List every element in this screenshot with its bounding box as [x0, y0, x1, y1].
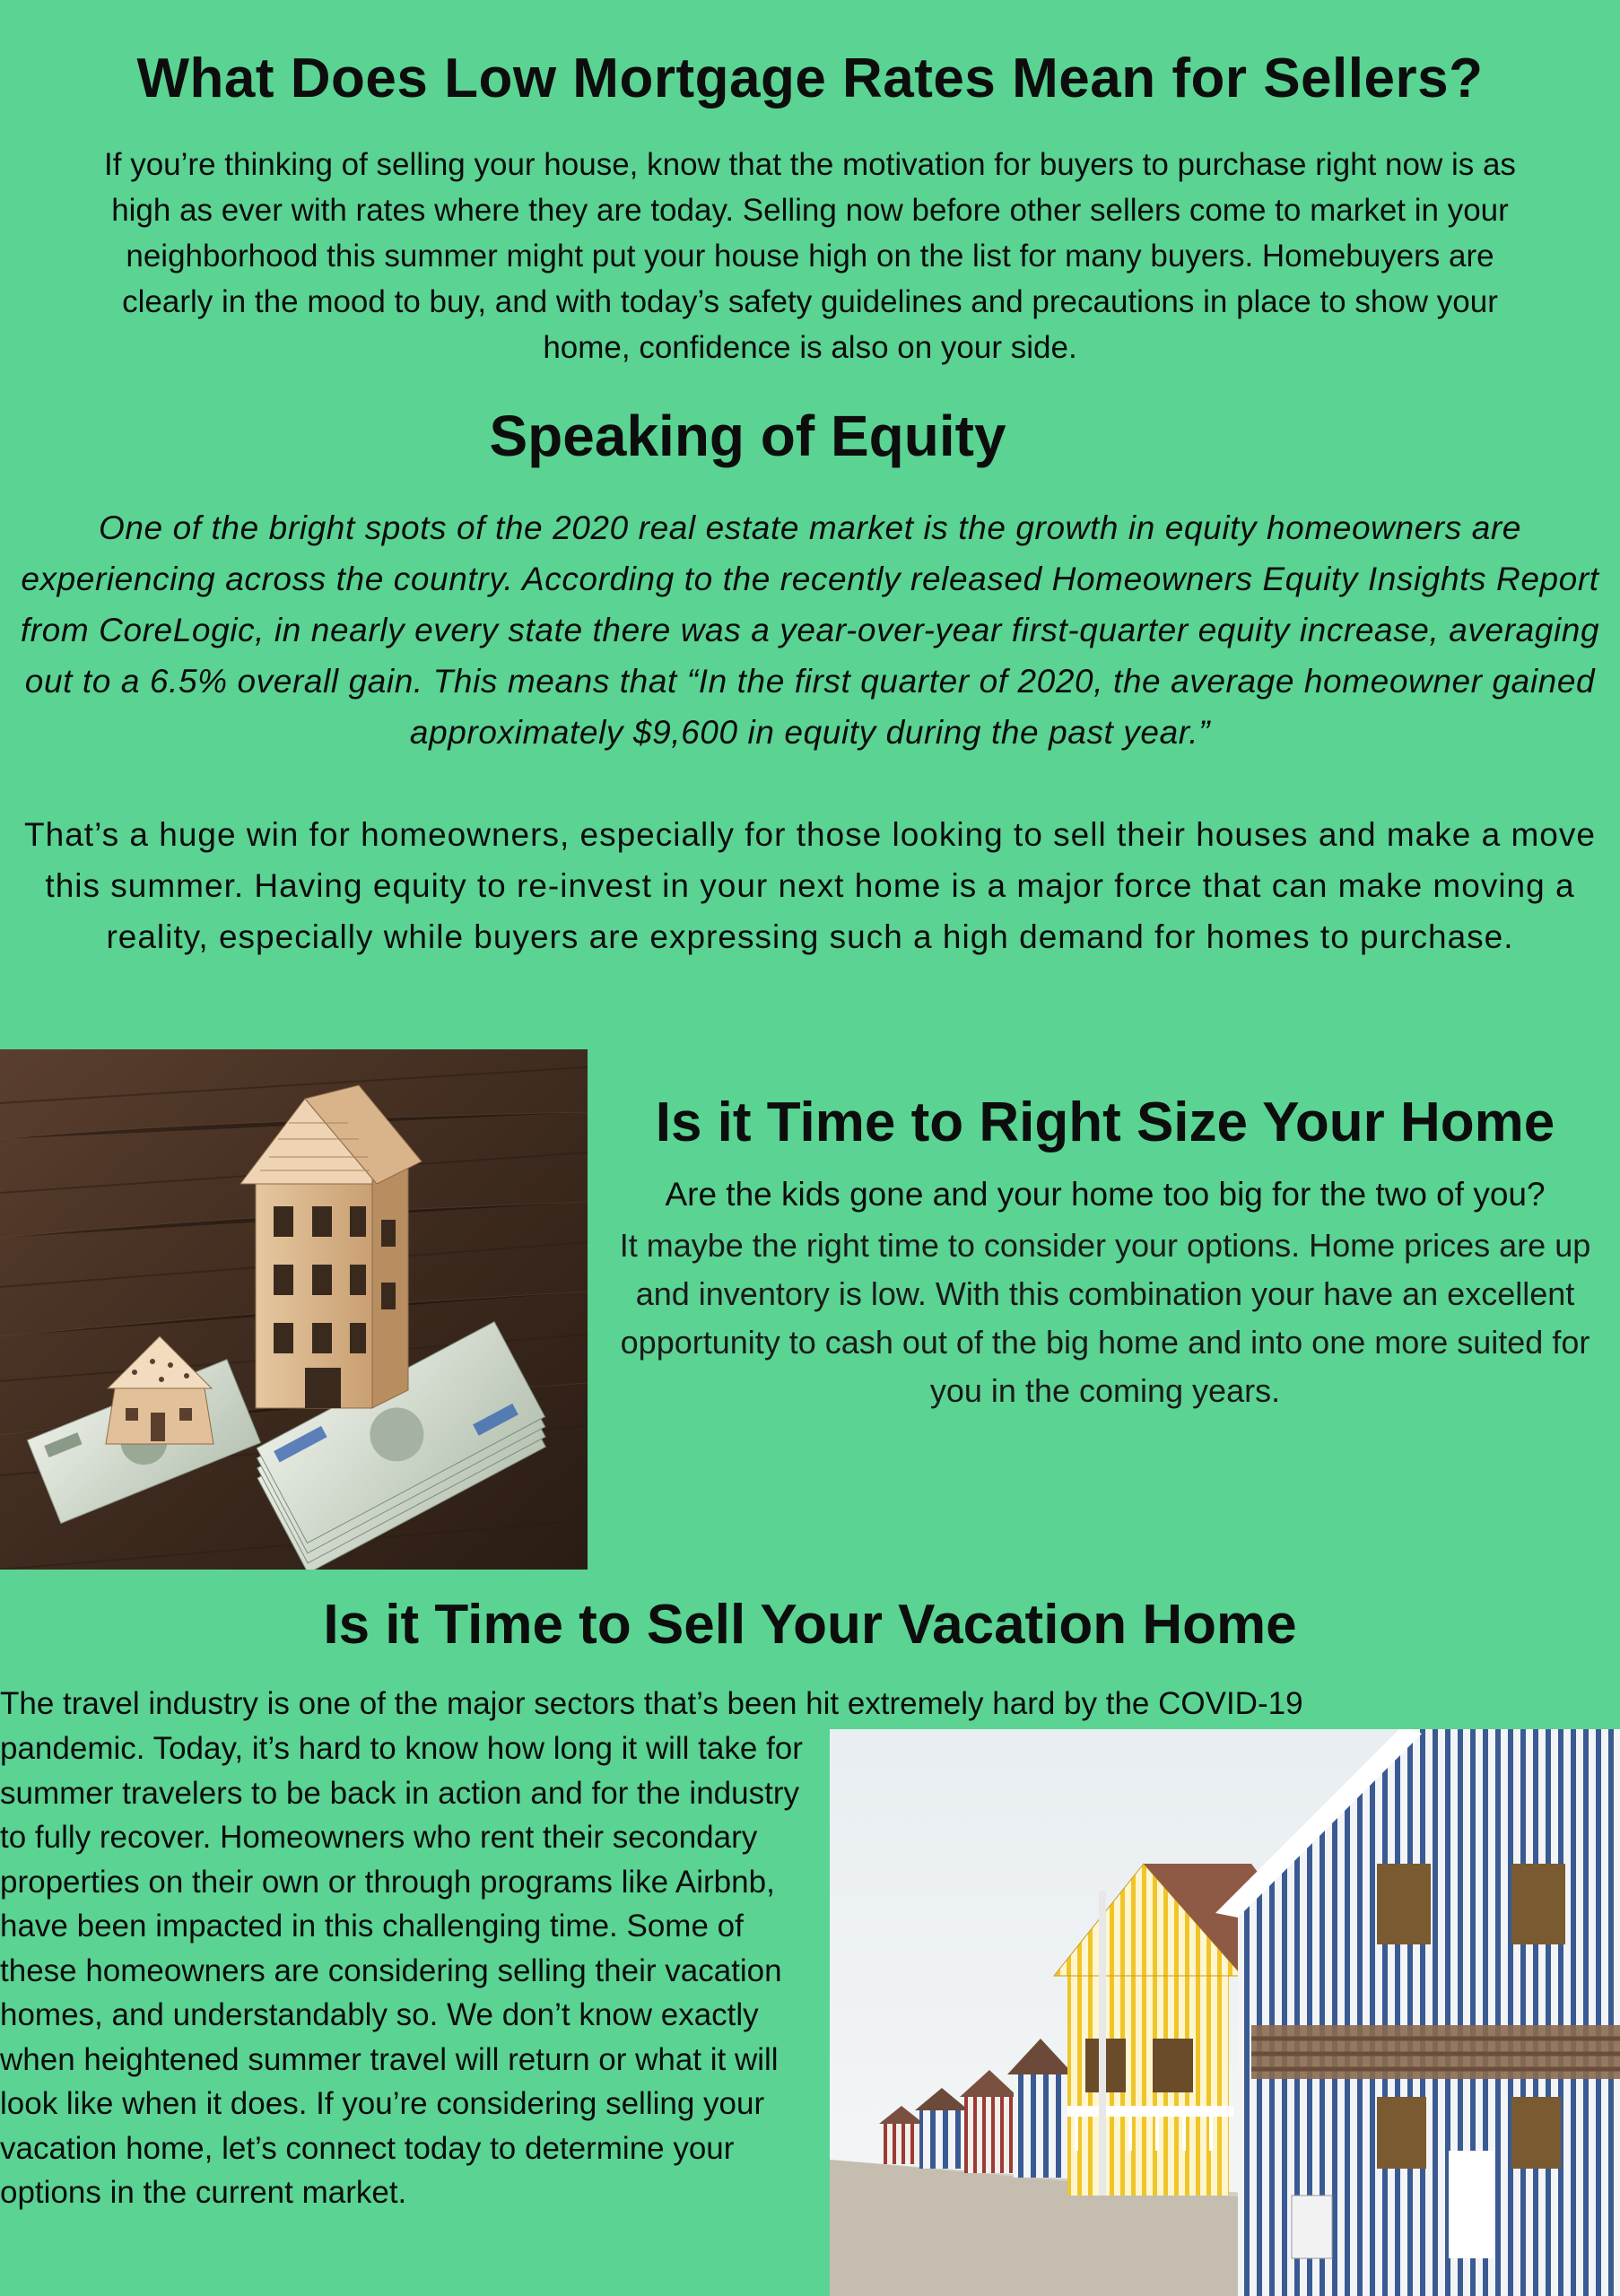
vacation-paragraph-first-line: The travel industry is one of the major sectors that’s been hit extremely hard by the COVID-19 — [0, 1686, 1303, 1721]
right-size-body: It maybe the right time to consider your options. Home prices are up and inventory is low. With this combination your have an excellent opportunity to cash out of the big home and into one more suited for you in the coming years. — [619, 1227, 1591, 1409]
striped-houses-illustration — [830, 1729, 1620, 2296]
page-title: What Does Low Mortgage Rates Mean for Sellers? — [136, 48, 1484, 109]
house-and-money-photo — [0, 1049, 588, 1570]
vacation-heading: Is it Time to Sell Your Vacation Home — [323, 1594, 1297, 1656]
vacation-paragraph: pandemic. Today, it’s hard to know how long it will take for summer travelers to be back in action and for the industry to fully recover. Homeowners who rent their secondary properties on their own or through programs like Airbnb, have been impacted in this challenging time. Some of these homeowners are considering selling their vacation homes, and understandably so. We don’t know exactly when heightened summer travel will return or what it will look like when it does. If you’re considering selling your vacation home, let’s connect today to determine your options in the current market. — [0, 1731, 803, 2210]
right-size-heading: Is it Time to Right Size Your Home — [655, 1091, 1555, 1153]
right-size-lead: Are the kids gone and your home too big for the two of you? — [665, 1176, 1546, 1213]
equity-italic-paragraph: One of the bright spots of the 2020 real estate market is the growth in equity homeowners are experiencing across the country. According to the recently released Homeowners Equity Insights Report from CoreLogic, in nearly every state there was a year-over-year first-quarter equity increase, averaging out to a 6.5% overall gain. This means that “In the first quarter of 2020, the average homeowner gained approximately $9,600 in equity during the past year.” — [20, 509, 1600, 751]
intro-paragraph: If you’re thinking of selling your house, know that the motivation for buyers to purchase right now is as high as ever with rates where they are today. Selling now before other sellers come to market in your neighborhood this summer might put your house high on the list for many buyers. Homebuyers are clearly in the mood to buy, and with today’s safety guidelines and precautions in place to show your home, confidence is also on your side. — [104, 147, 1516, 365]
equity-heading: Speaking of Equity — [489, 404, 1006, 468]
striped-houses-photo — [830, 1729, 1620, 2296]
house-and-money-illustration — [0, 1049, 588, 1570]
equity-paragraph: That’s a huge win for homeowners, especially for those looking to sell their houses and make a move this summer. Having equity to re-invest in your next home is a major force that can make moving a reality, especially while buyers are expressing such a high demand for homes to purchase. — [24, 816, 1596, 955]
